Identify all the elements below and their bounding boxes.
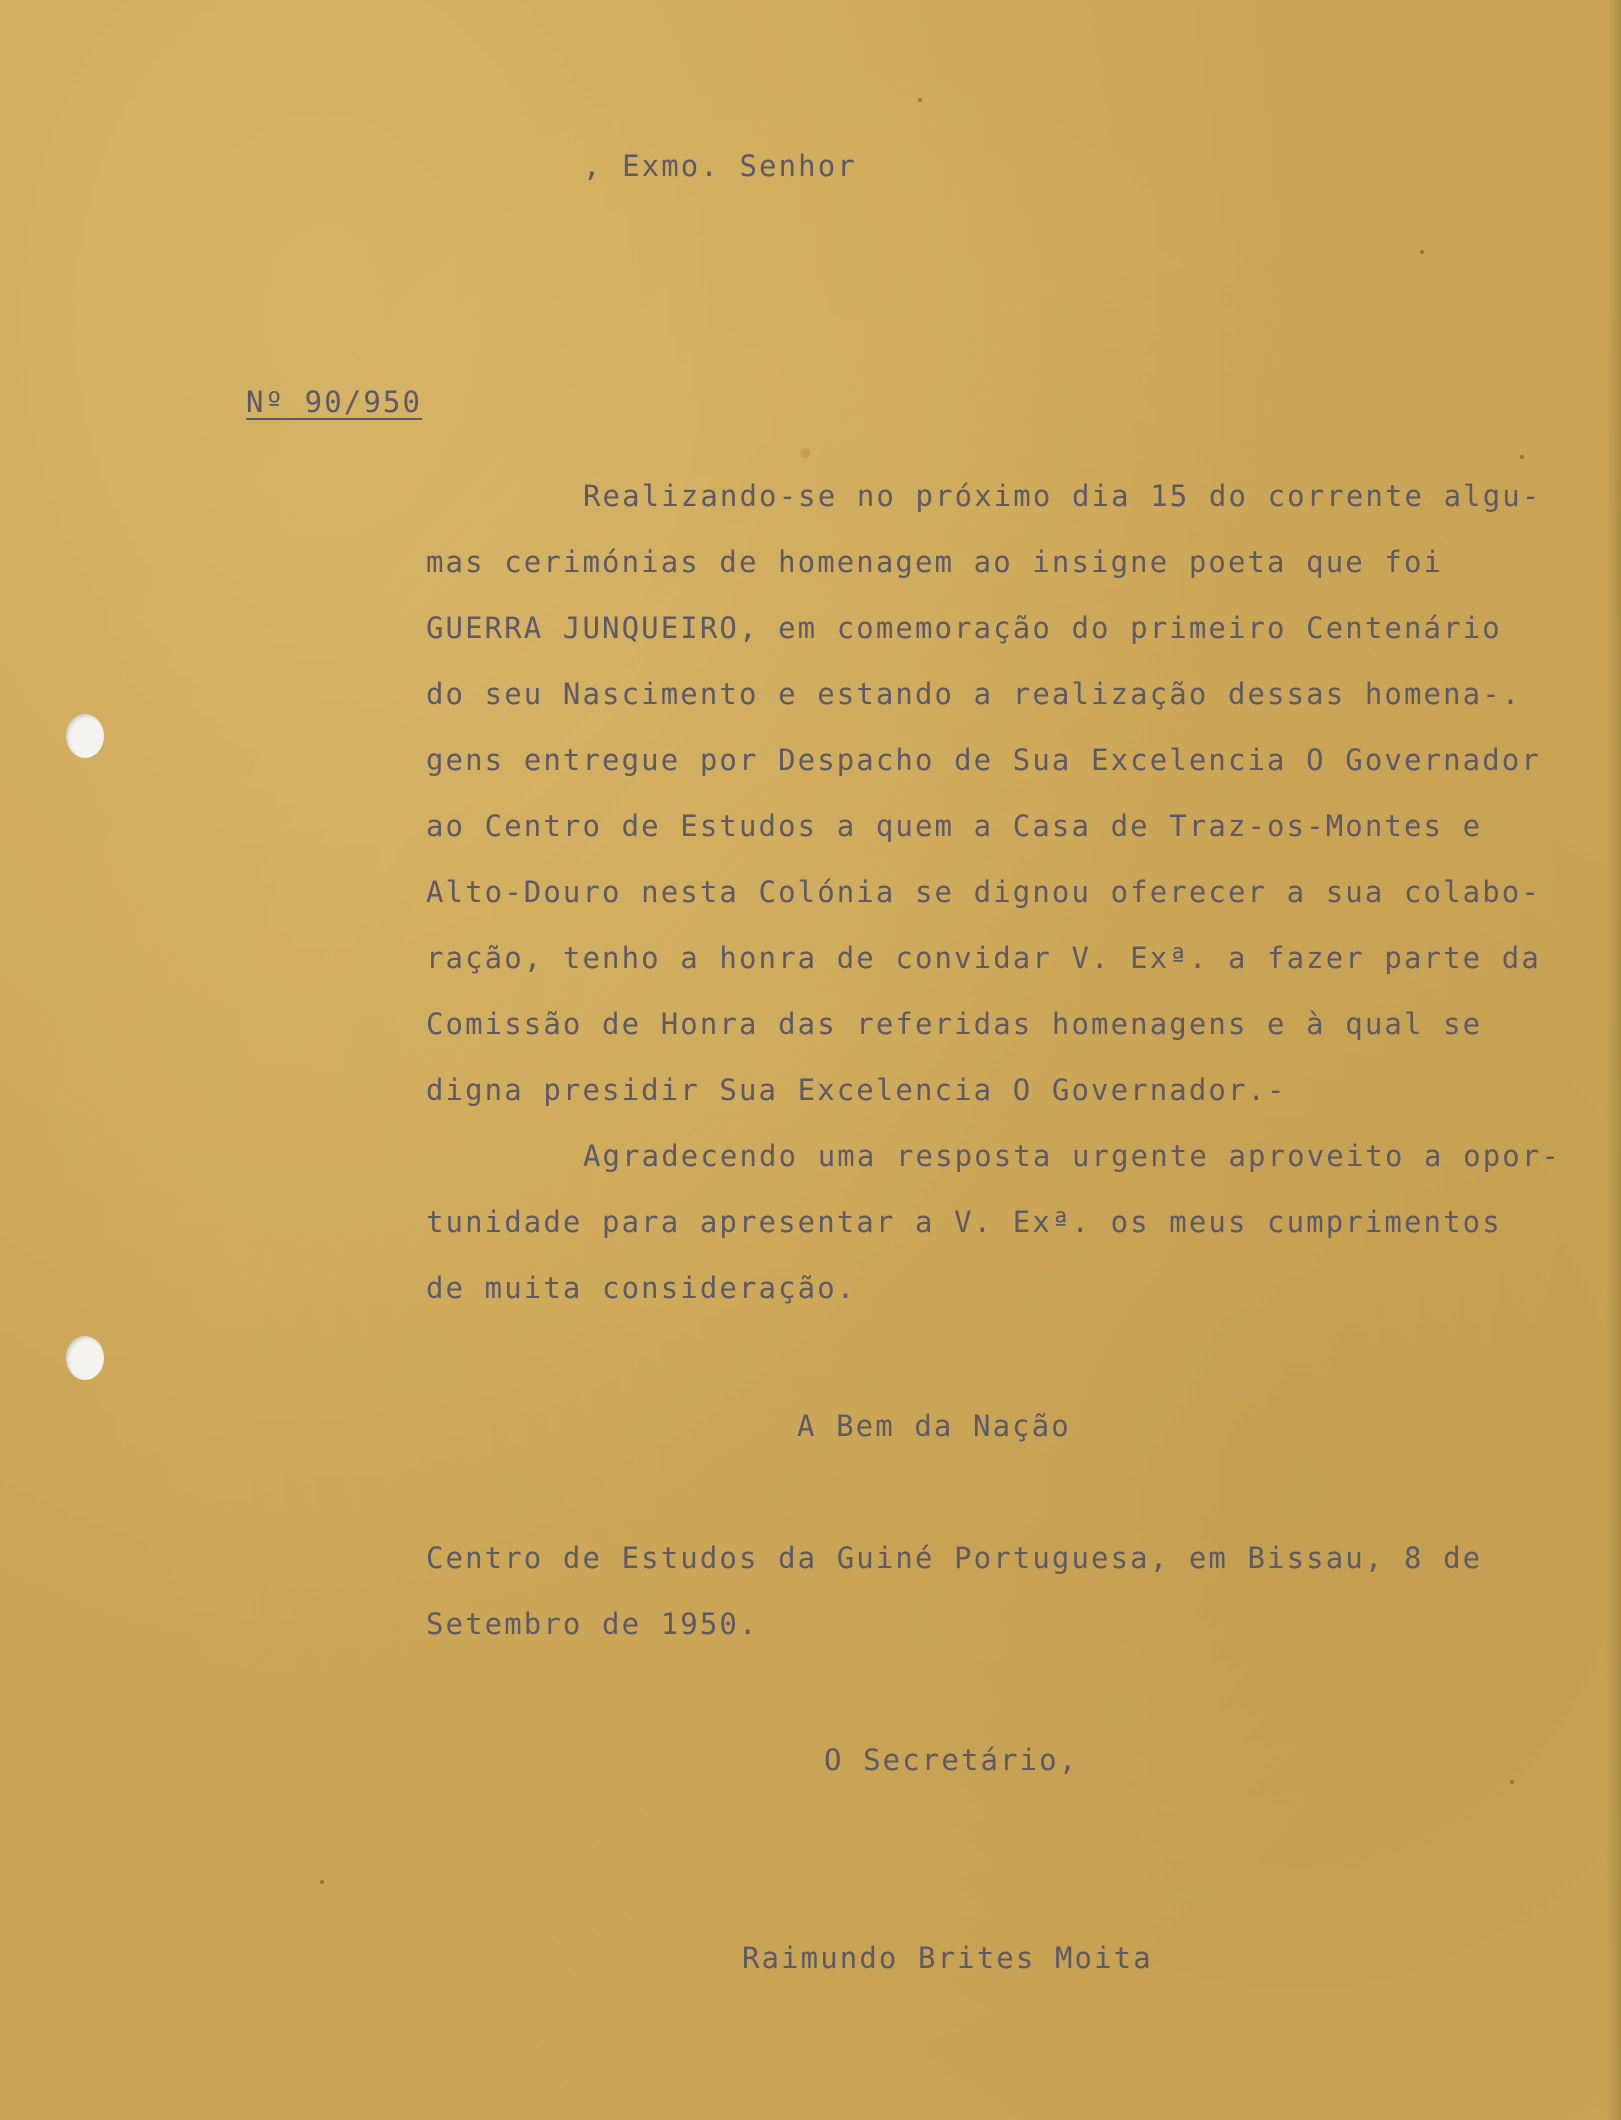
body-line: do seu Nascimento e estando a realização dessas homena-. xyxy=(426,677,1522,711)
paper-speck xyxy=(1420,250,1424,254)
paper-speck xyxy=(1520,455,1524,459)
body-line: GUERRA JUNQUEIRO, em comemoração do primeiro Centenário xyxy=(426,611,1502,645)
body-line: Comissão de Honra das referidas homenagens e à qual se xyxy=(426,1007,1483,1041)
punch-hole-top xyxy=(66,714,104,758)
punch-hole-bottom xyxy=(66,1336,104,1380)
reference-number: Nº 90/950 xyxy=(246,385,423,419)
place-date-line: Centro de Estudos da Guiné Portuguesa, em Bissau, 8 de xyxy=(426,1541,1483,1575)
body-line: ração, tenho a honra de convidar V. Exª. a fazer parte da xyxy=(426,941,1541,975)
body-line: mas cerimónias de homenagem ao insigne poeta que foi xyxy=(426,545,1444,579)
signatory-name: Raimundo Brites Moita xyxy=(742,1941,1153,1975)
place-date-line: Setembro de 1950. xyxy=(426,1607,759,1641)
body-line: Agradecendo uma resposta urgente aproveito a opor- xyxy=(583,1139,1561,1173)
body-line: Realizando-se no próximo dia 15 do corrente algu- xyxy=(583,479,1542,513)
body-line: Alto-Douro nesta Colónia se dignou oferecer a sua colabo- xyxy=(426,875,1541,909)
body-line: gens entregue por Despacho de Sua Excelencia O Governador xyxy=(426,743,1541,777)
body-line: digna presidir Sua Excelencia O Governador.- xyxy=(426,1073,1287,1107)
body-line: ao Centro de Estudos a quem a Casa de Traz-os-Montes e xyxy=(426,809,1483,843)
page-edge-shadow xyxy=(1607,0,1621,2120)
signatory-role: O Secretário, xyxy=(824,1743,1079,1777)
paper-speck xyxy=(800,448,810,458)
closing-formula: A Bem da Nação xyxy=(797,1409,1071,1443)
paper-speck xyxy=(320,1880,324,1884)
salutation: , Exmo. Senhor xyxy=(583,149,857,183)
paper-speck xyxy=(918,98,922,102)
body-line: tunidade para apresentar a V. Exª. os meus cumprimentos xyxy=(426,1205,1502,1239)
body-line: de muita consideração. xyxy=(426,1271,857,1305)
paper-speck xyxy=(1510,1780,1514,1784)
